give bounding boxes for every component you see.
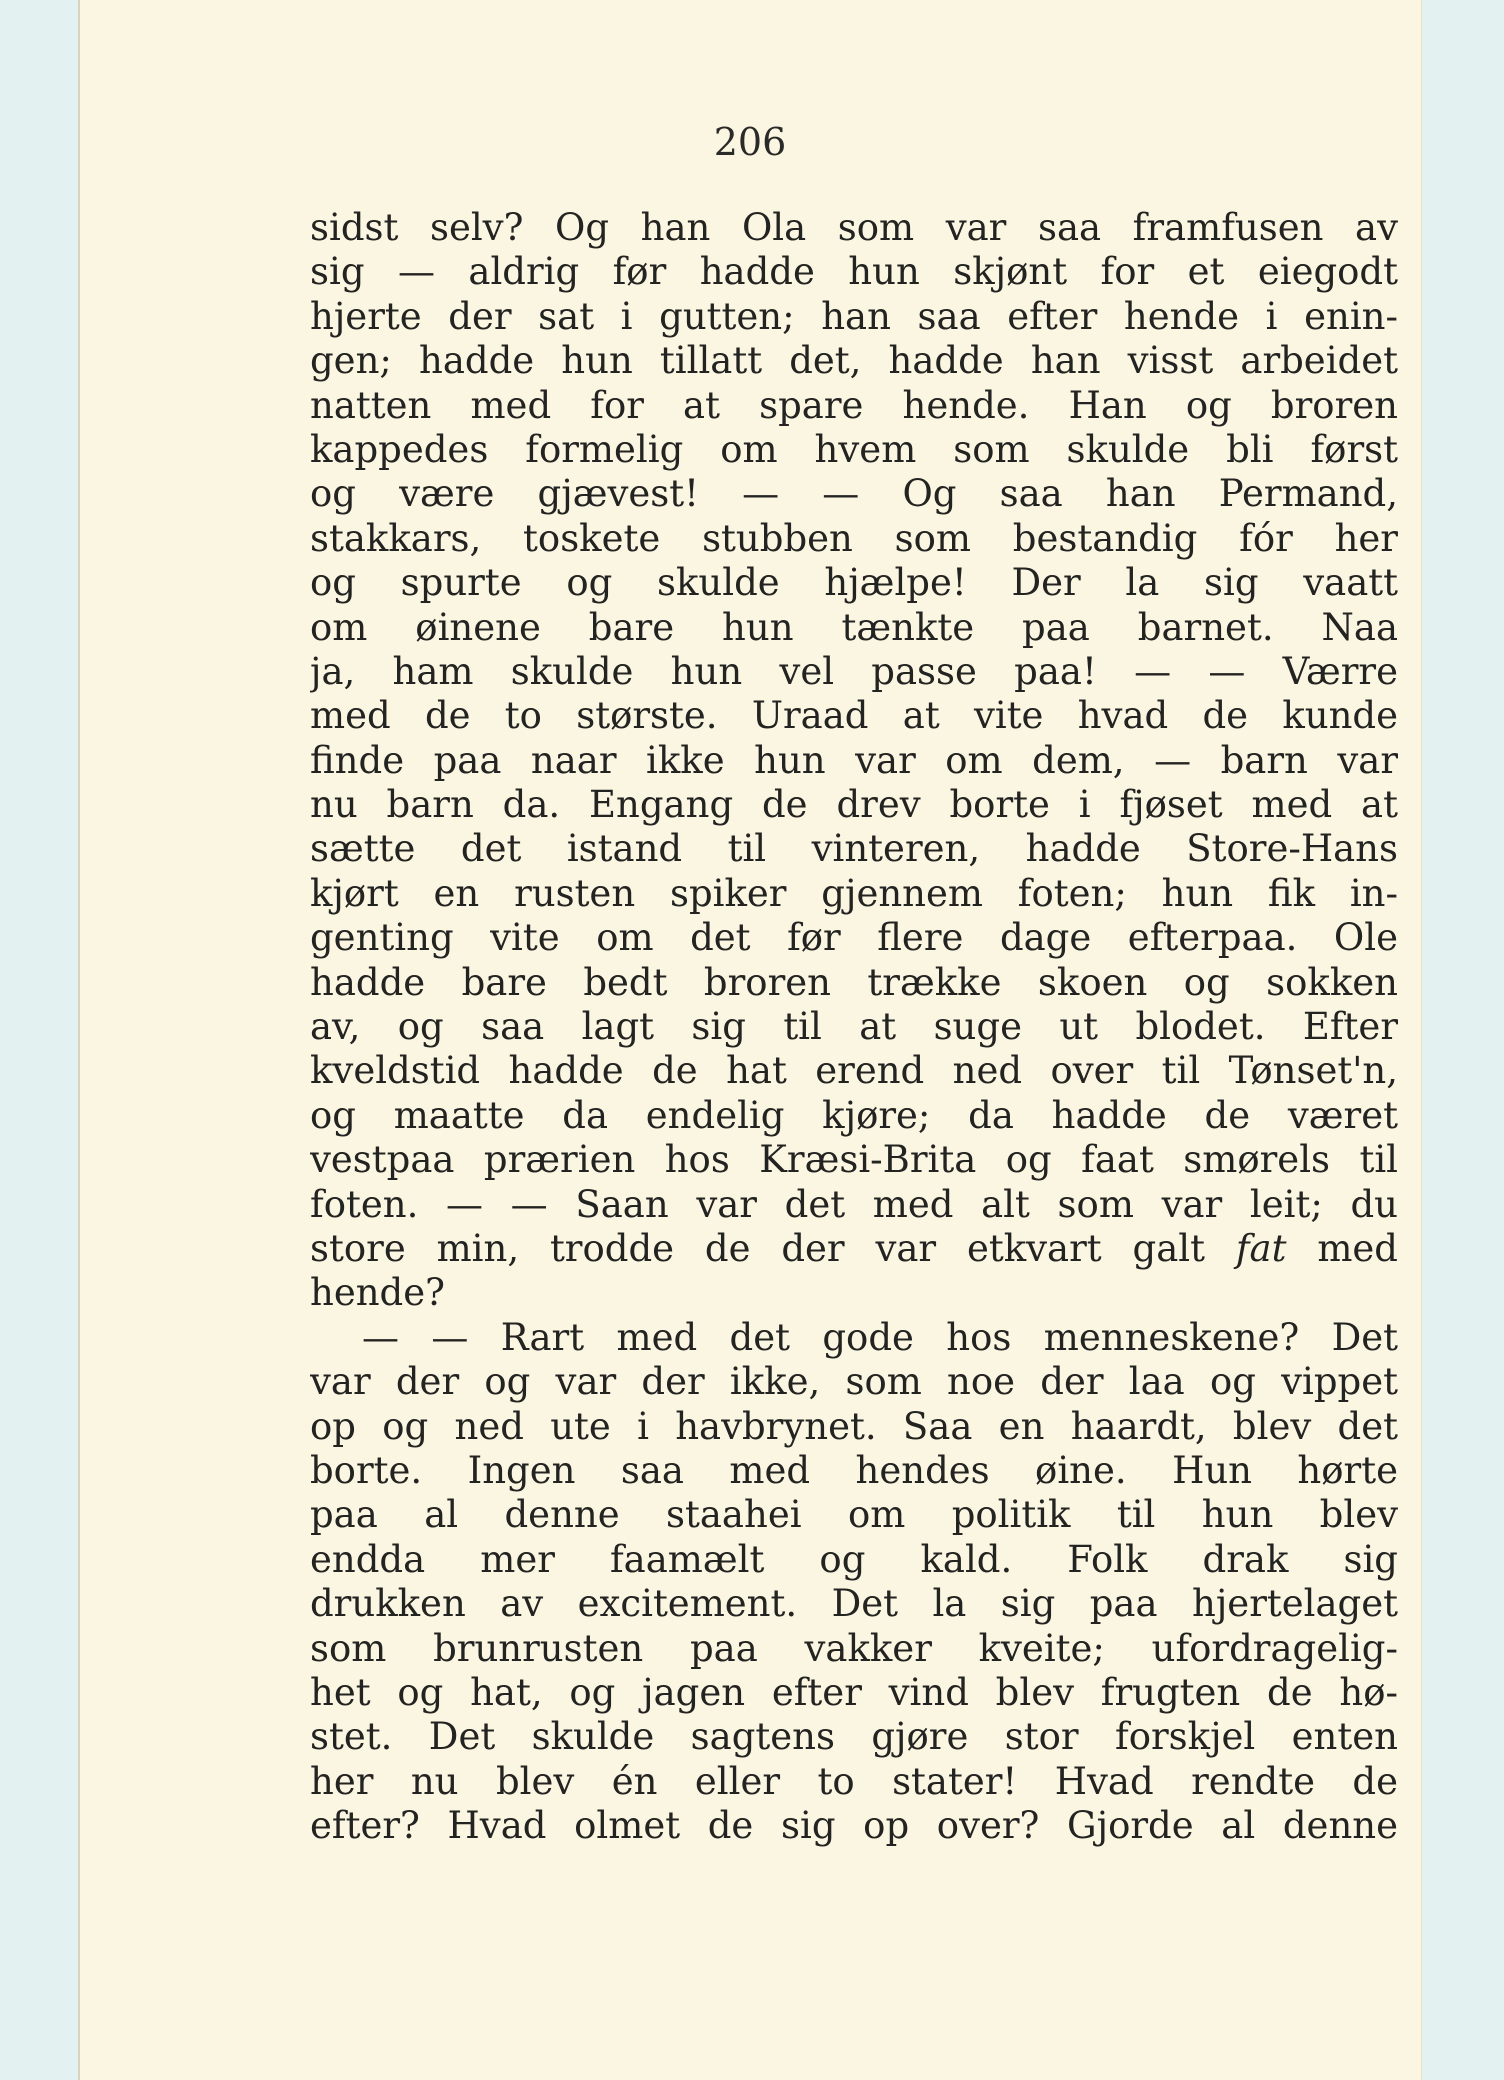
text-line: ja, ham skulde hun vel passe paa! — — Værre [310, 649, 1398, 693]
text-line: som brunrusten paa vakker kveite; ufordragelig- [310, 1626, 1398, 1670]
text-line: natten med for at spare hende. Han og broren [310, 383, 1398, 427]
text-line: finde paa naar ikke hun var om dem, — barn var [310, 738, 1398, 782]
text-line: kveldstid hadde de hat erend ned over til Tønset'n, [310, 1049, 1398, 1093]
text-line: vestpaa prærien hos Kræsi-Brita og faat smørels til [310, 1138, 1398, 1182]
text-line: efter? Hvad olmet de sig op over? Gjorde al denne [310, 1804, 1398, 1848]
text-line: foten. — — Saan var det med alt som var leit; du [310, 1182, 1398, 1226]
text-line: het og hat, og jagen efter vind blev frugten de hø- [310, 1670, 1398, 1714]
body-text [310, 206, 1398, 1848]
text-line: her nu blev én eller to stater! Hvad rendte de [310, 1759, 1398, 1803]
text-line: op og ned ute i havbrynet. Saa en haardt, blev det [310, 1404, 1398, 1448]
text-line: med de to største. Uraad at vite hvad de kunde [310, 694, 1398, 738]
text-line: og være gjævest! — — Og saa han Permand, [310, 472, 1398, 516]
text-line: genting vite om det før flere dage efterpaa. Ole [310, 916, 1398, 960]
text-line: om øinene bare hun tænkte paa barnet. Naa [310, 605, 1398, 649]
text-line: og spurte og skulde hjælpe! Der la sig vaatt [310, 561, 1398, 605]
text-line: sig — aldrig før hadde hun skjønt for et eiegodt [310, 250, 1398, 294]
text-line: hadde bare bedt broren trække skoen og sokken [310, 960, 1398, 1004]
text-line: stet. Det skulde sagtens gjøre stor forskjel enten [310, 1715, 1398, 1759]
text-line: nu barn da. Engang de drev borte i fjøset med at [310, 783, 1398, 827]
text-line: kappedes formelig om hvem som skulde bli først [310, 427, 1398, 471]
text-line: kjørt en rusten spiker gjennem foten; hun fik in- [310, 871, 1398, 915]
text-line: var der og var der ikke, som noe der laa og vippet [310, 1360, 1398, 1404]
text-line: paa al denne staahei om politik til hun blev [310, 1493, 1398, 1537]
paragraph-2 [310, 1316, 1398, 1849]
text-line: endda mer faamælt og kald. Folk drak sig [310, 1537, 1398, 1581]
book-page [78, 0, 1422, 2080]
text-line: stakkars, toskete stubben som bestandig fór her [310, 516, 1398, 560]
text-line: og maatte da endelig kjøre; da hadde de været [310, 1093, 1398, 1137]
text-line: drukken av excitement. Det la sig paa hjertelaget [310, 1582, 1398, 1626]
text-line-last: hende? [310, 1271, 445, 1315]
text-line: hjerte der sat i gutten; han saa efter hende i enin- [310, 294, 1398, 338]
text-segment: store min, trodde de der var etkvart galt [310, 1226, 1236, 1270]
paragraph-1 [310, 206, 1398, 1316]
text-line: gen; hadde hun tillatt det, hadde han visst arbeidet [310, 339, 1398, 383]
text-line: sidst selv? Og han Ola som var saa framfusen av [310, 206, 1398, 249]
text-line-with-italic [310, 1227, 1398, 1271]
text-line: sætte det istand til vinteren, hadde Store-Hans [310, 827, 1398, 871]
page-number: 206 [713, 120, 787, 164]
text-line: borte. Ingen saa med hendes øine. Hun hørte [310, 1448, 1398, 1492]
italic-word: fat [1235, 1226, 1287, 1270]
text-segment: med [1286, 1226, 1398, 1270]
text-line: av, og saa lagt sig til at suge ut blodet. Efter [310, 1005, 1398, 1049]
text-line-indented: — — Rart med det gode hos menneskene? Det [362, 1315, 1398, 1359]
